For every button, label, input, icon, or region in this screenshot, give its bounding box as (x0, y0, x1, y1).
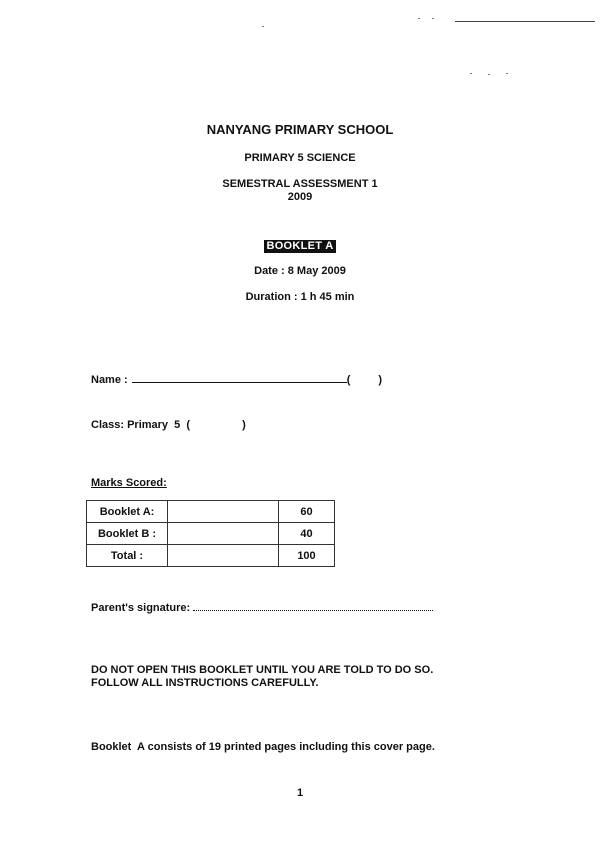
name-label: Name : (91, 374, 128, 386)
marks-row-label: Booklet A: (87, 501, 168, 523)
instruction-line-2: FOLLOW ALL INSTRUCTIONS CAREFULLY. (91, 677, 319, 689)
marks-row-score-cell[interactable] (168, 523, 279, 545)
duration-value: 1 h 45 min (300, 291, 355, 303)
scan-artifact-line (455, 21, 595, 22)
class-paren-close: ) (242, 419, 246, 431)
marks-row-label: Booklet B : (87, 523, 168, 545)
school-name: NANYANG PRIMARY SCHOOL (206, 122, 394, 137)
assessment-year: 2009 (287, 191, 313, 203)
table-row (87, 523, 335, 545)
signature-label: Parent's signature: (91, 602, 191, 614)
name-field[interactable] (132, 372, 347, 383)
scan-artifact-dot (432, 18, 434, 19)
instructions (91, 664, 433, 690)
class-paren-open: ( (186, 419, 191, 431)
scan-artifact-dot (470, 73, 472, 74)
duration-label: Duration : (245, 291, 298, 303)
class-field-row (91, 419, 246, 431)
page-number: 1 (296, 787, 304, 799)
table-row (87, 545, 335, 567)
marks-scored-title: Marks Scored: (91, 477, 167, 489)
marks-table (86, 500, 335, 567)
marks-row-score-cell[interactable] (168, 545, 279, 567)
duration-row (0, 291, 600, 303)
marks-row-label: Total : (87, 545, 168, 567)
marks-row-max: 60 (279, 501, 335, 523)
booklet-label: BOOKLET A (266, 240, 334, 252)
assessment-name: SEMESTRAL ASSESSMENT 1 (222, 178, 378, 190)
name-field-row (91, 372, 382, 386)
scan-artifact-dot (506, 73, 508, 74)
name-paren-close: ) (378, 374, 383, 386)
date-label: Date : (254, 265, 285, 277)
scan-artifact-dot (262, 26, 264, 27)
instruction-line-1: DO NOT OPEN THIS BOOKLET UNTIL YOU ARE TOLD TO DO SO. (91, 664, 434, 676)
booklet-label-wrap (0, 240, 600, 253)
marks-row-max: 40 (279, 523, 335, 545)
class-value: 5 (174, 419, 181, 431)
table-row (87, 501, 335, 523)
signature-row (91, 601, 433, 614)
date-value: 8 May 2009 (287, 265, 346, 277)
date-row (0, 265, 600, 277)
pages-note: Booklet A consists of 19 printed pages including this cover page. (91, 741, 435, 753)
marks-row-max: 100 (279, 545, 335, 567)
class-label: Class: Primary (91, 419, 169, 431)
subject-title: PRIMARY 5 SCIENCE (244, 152, 356, 164)
scan-artifact-dot (488, 74, 490, 75)
marks-row-score-cell[interactable] (168, 501, 279, 523)
assessment-title (0, 178, 600, 204)
name-paren-open: ( (346, 374, 351, 386)
signature-field[interactable] (193, 601, 433, 611)
scan-artifact-dot (418, 18, 420, 19)
